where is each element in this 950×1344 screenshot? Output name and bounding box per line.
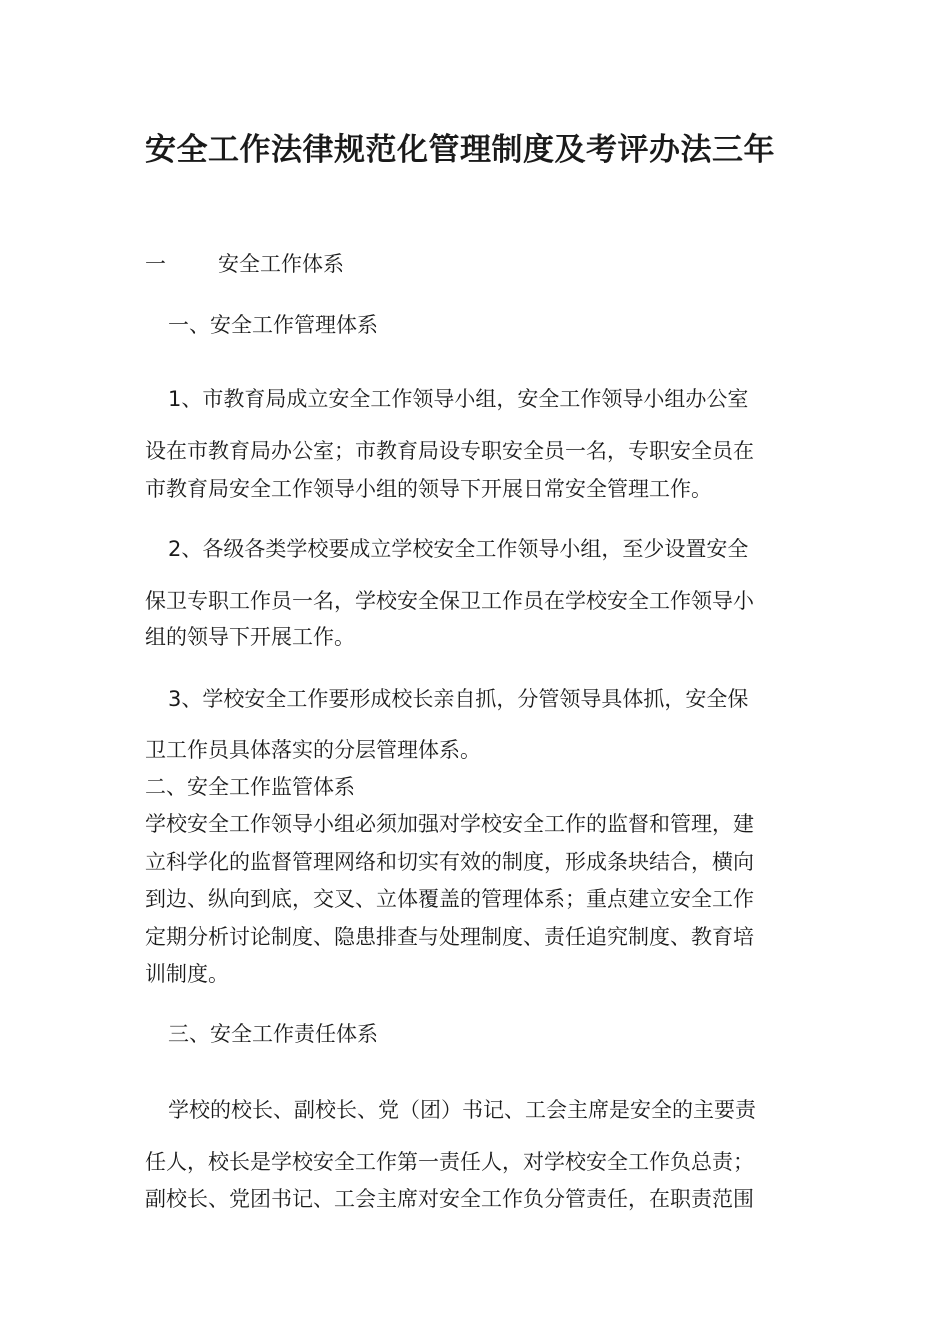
paragraph-4-line-2: 立科学化的监督管理网络和切实有效的制度，形成条块结合，横向 — [145, 850, 754, 874]
section-title: 安全工作体系 — [218, 252, 344, 276]
paragraph-3-line-1: 3、学校安全工作要形成校长亲自抓，分管领导具体抓，安全保 — [168, 687, 749, 711]
paragraph-5-line-2: 任人，校长是学校安全工作第一责任人，对学校安全工作负总责； — [145, 1150, 754, 1174]
paragraph-2-line-2: 保卫专职工作员一名，学校安全保卫工作员在学校安全工作领导小 — [145, 589, 754, 613]
paragraph-2-line-1: 2、各级各类学校要成立学校安全工作领导小组，至少设置安全 — [168, 537, 749, 561]
paragraph-4-line-5: 训制度。 — [145, 962, 229, 986]
subsection-heading-2: 二、安全工作监管体系 — [145, 775, 355, 799]
paragraph-4-line-4: 定期分析讨论制度、隐患排查与处理制度、责任追究制度、教育培 — [145, 925, 754, 949]
paragraph-4-line-1: 学校安全工作领导小组必须加强对学校安全工作的监督和管理，建 — [145, 812, 754, 836]
paragraph-1-line-3: 市教育局安全工作领导小组的领导下开展日常安全管理工作。 — [145, 477, 712, 501]
paragraph-2-line-3: 组的领导下开展工作。 — [145, 625, 355, 649]
document-title: 安全工作法律规范化管理制度及考评办法三年 — [145, 132, 775, 168]
paragraph-5-line-3: 副校长、党团书记、工会主席对安全工作负分管责任，在职责范围 — [145, 1187, 754, 1211]
subsection-heading-3: 三、安全工作责任体系 — [168, 1022, 378, 1046]
paragraph-4-line-3: 到边、纵向到底，交叉、立体覆盖的管理体系；重点建立安全工作 — [145, 887, 754, 911]
paragraph-1-line-1: 1、市教育局成立安全工作领导小组，安全工作领导小组办公室 — [168, 387, 749, 411]
paragraph-3-line-2: 卫工作员具体落实的分层管理体系。 — [145, 738, 481, 762]
section-number: 一 — [145, 252, 166, 276]
paragraph-5-line-1: 学校的校长、副校长、党（团）书记、工会主席是安全的主要责 — [168, 1098, 756, 1122]
paragraph-1-line-2: 设在市教育局办公室；市教育局设专职安全员一名，专职安全员在 — [145, 439, 754, 463]
section-heading — [145, 249, 445, 279]
subsection-heading-1: 一、安全工作管理体系 — [168, 313, 378, 337]
